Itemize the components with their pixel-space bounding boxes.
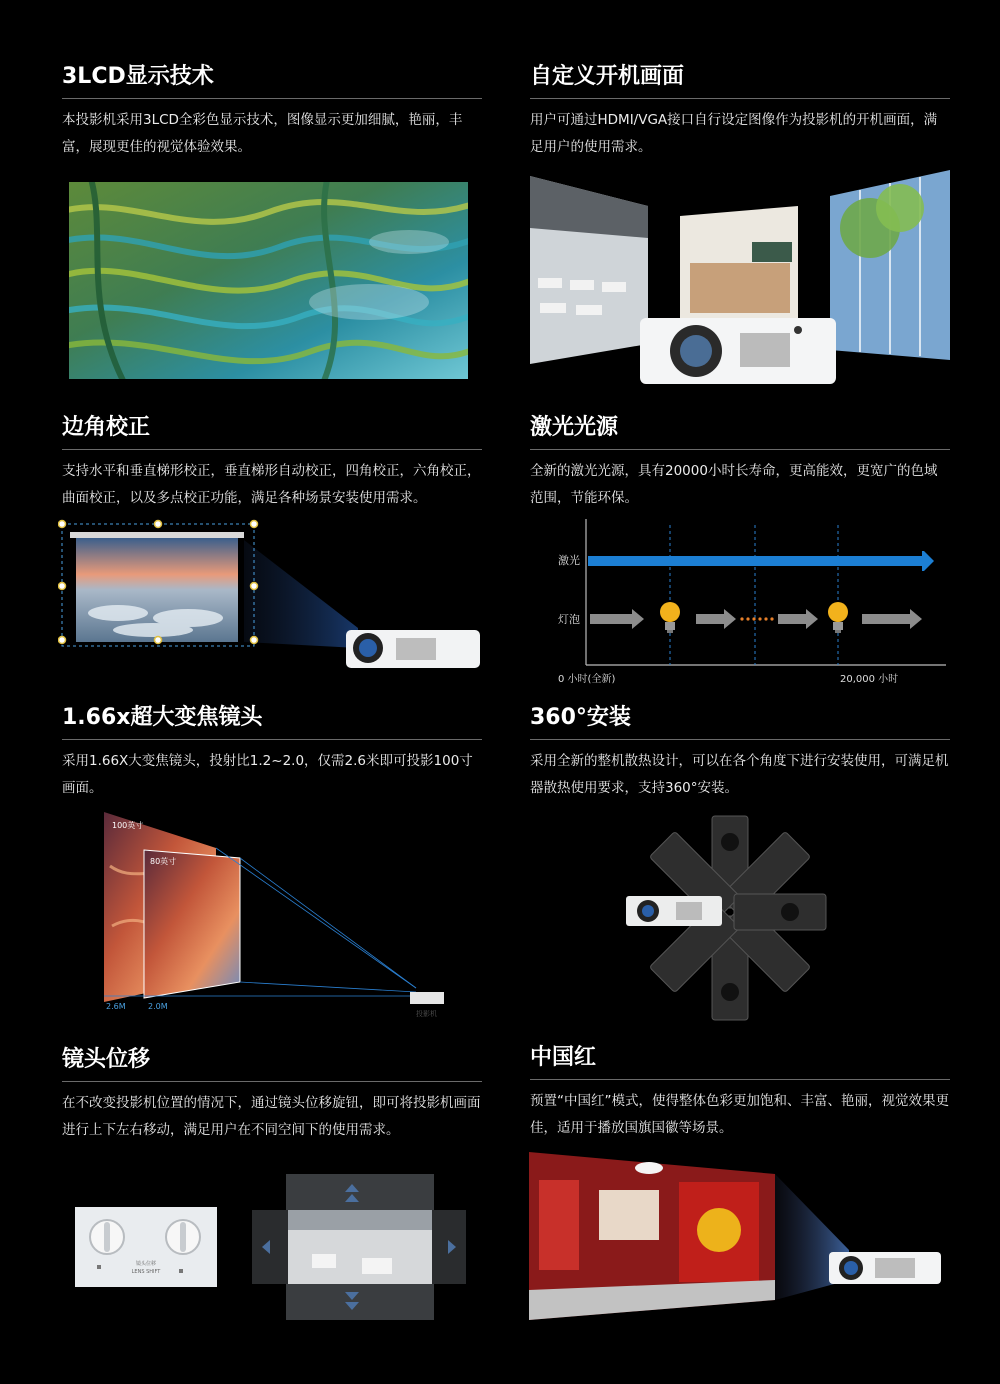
section-3lcd: [62, 62, 482, 161]
section-title: 1.66x超大变焦镜头: [62, 703, 482, 740]
section-360-install: [530, 703, 950, 802]
section-title: 激光光源: [530, 413, 950, 450]
section-zoom-lens: [62, 703, 482, 802]
shift-knob-icon: [90, 1220, 124, 1254]
projector-icon: [410, 992, 444, 1004]
section-title: 中国红: [530, 1043, 950, 1080]
section-china-red: [530, 1043, 950, 1142]
lens-shift-label-en: LENS SHIFT: [131, 1269, 161, 1275]
shift-knob-icon: [166, 1220, 200, 1254]
section-title: 3LCD显示技术: [62, 62, 482, 99]
section-desc: 全新的激光光源，具有20000小时长寿命，更高能效，更宽广的色域范围，节能环保。: [530, 463, 938, 506]
laser-arrowhead: [922, 551, 934, 571]
lens-shift-panel: [75, 1207, 217, 1287]
lens-shift-room-image: [252, 1174, 466, 1320]
bulb-dots: [740, 617, 773, 620]
360-install-illustration: [620, 812, 840, 1026]
bulb-icon: [828, 602, 848, 633]
section-title: 360°安装: [530, 703, 950, 740]
laser-label: 激光: [558, 554, 580, 567]
start-label: 0 小时(全新): [558, 674, 616, 685]
rice-terrace-image: [69, 182, 468, 379]
boot-screen-illustration: [530, 168, 952, 388]
distance-2-6m: 2.6M: [106, 1002, 126, 1011]
laser-bar: [588, 556, 922, 566]
section-lens-shift: [62, 1045, 482, 1144]
section-desc: 采用全新的整机散热设计，可以在各个角度下进行安装使用，可满足机器散热使用要求，支持360°安装。: [530, 753, 949, 796]
bulb-icon: [660, 602, 680, 633]
section-title: 镜头位移: [62, 1045, 482, 1082]
projector-label: 投影机: [416, 1010, 437, 1018]
zoom-lens-diagram: [98, 806, 450, 1020]
section-desc: 采用1.66X大变焦镜头，投射比1.2~2.0，仅需2.6米即可投影100寸画面。: [62, 753, 473, 796]
laser-vs-bulb-chart: [550, 515, 950, 690]
section-desc: 预置“中国红”模式，使得整体色彩更加饱和、丰富、艳丽，视觉效果更佳，适用于播放国旗国徽等场景。: [530, 1093, 949, 1136]
section-desc: 本投影机采用3LCD全彩色显示技术，图像显示更加细腻，艳丽，丰富，展现更佳的视觉体验效果。: [62, 112, 463, 155]
china-red-illustration: [529, 1150, 943, 1322]
section-title: 边角校正: [62, 413, 482, 450]
screen-80-label: 80英寸: [150, 857, 177, 866]
section-desc: 用户可通过HDMI/VGA接口自行设定图像作为投影机的开机画面，满足用户的使用需求。: [530, 112, 938, 155]
section-desc: 在不改变投影机位置的情况下，通过镜头位移旋钮，即可将投影机画面进行上下左右移动，满足用户在不同空间下的使用需求。: [62, 1095, 481, 1138]
section-keystone: [62, 413, 482, 512]
lens-shift-label-cn: 镜头位移: [135, 1261, 157, 1267]
distance-2-0m: 2.0M: [148, 1002, 168, 1011]
section-laser: [530, 413, 950, 512]
end-label: 20,000 小时: [840, 674, 899, 685]
screen-100-label: 100英寸: [112, 821, 144, 830]
section-desc: 支持水平和垂直梯形校正，垂直梯形自动校正，四角校正，六角校正，曲面校正，以及多点校正功能，满足各种场景安装使用需求。: [62, 463, 481, 506]
bulb-label: 灯泡: [558, 613, 580, 626]
section-boot-screen: [530, 62, 950, 161]
bulb-arrows: [590, 609, 922, 629]
keystone-illustration: [58, 518, 482, 670]
section-title: 自定义开机画面: [530, 62, 950, 99]
